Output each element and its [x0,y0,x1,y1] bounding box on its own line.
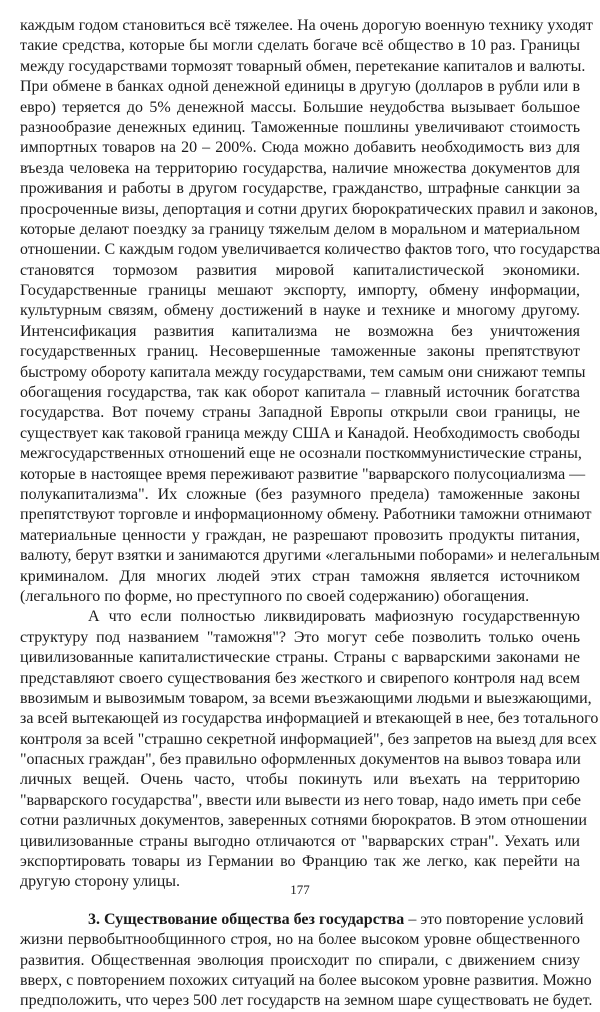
text-line: межгосударственных отношений еще не осознали посткоммунистические страны, [20,445,582,463]
text-line: каждым годом становиться всё тяжелее. На очень дорогую военную технику уходят [20,17,593,34]
text-line: материальные ценности у граждан, не разрешают провозить продукты питания, [20,526,580,544]
text-line: евро) теряется до 5% денежной массы. Большие неудобства вызывает большое [20,98,580,116]
text-line: предположить, что через 500 лет государств на земном шаре существовать не будет. [20,992,593,1010]
text-line: государства. Вот почему страны Западной Европы открыли свои границы, не [20,404,580,422]
section-heading: 3. Существование общества без государства [88,910,405,928]
section-heading-line [20,910,584,930]
text-line: "варварского государства", ввести или вывести из него товар, надо иметь при себе [20,791,581,809]
paragraph-2 [20,607,599,892]
text-line: импортных товаров на 20 – 200%. Сюда можно добавить необходимость виз для [20,139,580,157]
text-line: (легального по форме, но преступного по своей содержанию) обогащения. [20,587,530,605]
text-line: структуру под названием "таможня"? Это могут себе позволить только очень [20,628,580,646]
text-line: которые в настоящее время переживают развитие "варварского полусоциализма — [20,465,586,483]
page-number: 177 [290,882,310,897]
text-line: отношении. С каждым годом увеличивается количество фактов того, что государства [20,241,600,259]
text-line: ввозимым и вывозимым товаром, за всеми въезжающими людьми и выезжающими, [20,689,592,707]
text-line: вверх, с повторением похожих ситуаций на более высоком уровне развития. Можно [20,971,592,989]
text-line: за всей вытекающей из государства информацией и втекающей в нее, без тотального [20,710,599,728]
paragraph-3 [20,910,593,1012]
text-line: существует как таковой граница между США и Канадой. Необходимость свободы [20,424,580,442]
text-line: цивилизованные капиталистические страны. Страны с варварскими законами не [20,649,580,667]
text-line: проживания и работы в другом государстве, гражданство, штрафные санкции за [20,180,580,198]
text-line: личных вещей. Очень часто, чтобы покинуть или въехать на территорию [20,771,580,789]
text-line: представляют своего существования без жесткого и свирепого контроля над всем [20,669,580,687]
text-line: въезда человека на территорию государства, наличие множества документов для [20,159,580,177]
text-line: "опасных граждан", без правильно оформленных документов на вывоз товара или [20,751,581,769]
text-line: цивилизованные страны выгодно отличаются от "варварских стран". Уехать или [20,832,580,850]
text-line: При обмене в банках одной денежной единицы в другую (долларов в рубли или в [20,78,580,96]
text-line: полукапитализма". Их сложные (без разумного предела) таможенные законы [20,485,580,503]
text-line: культурным связям, обмену достижений в науке и технике и многому другому. [20,302,580,320]
text-line: становятся тормозом развития мировой капиталистической экономики. [20,261,580,279]
text-line: А что если полностью ликвидировать мафиозную государственную [88,608,580,626]
text-line: такие средства, которые бы могли сделать богаче всё общество в 10 раз. Границы [20,37,580,55]
text-line: просроченные визы, депортация и сотни других бюрократических правил и законов, [20,200,598,218]
text-line: обогащения государства, так как оборот капитала – главный источник богатства [20,384,580,402]
text-line: быстрому обороту капитала между государствами, тем самым они снижают темпы [20,363,586,381]
text-line: валюту, берут взятки и занимаются другими «легальными поборами» и нелегальным [20,547,600,565]
text-line: между государствами тормозят товарный обмен, перетекание капиталов и валюты. [20,57,586,75]
text-line: другую сторону улицы. [20,873,181,891]
text-line: разнообразие денежных единиц. Таможенные пошлины увеличивают стоимость [20,118,580,136]
text-line: Государственные границы мешают экспорту, импорту, обмену информации, [20,282,580,300]
paragraph-1 [20,16,600,607]
text-line: экспортировать товары из Германии во Францию так же легко, как перейти на [20,853,580,871]
document-page [20,16,600,1012]
text-line: контроля за всей "страшно секретной информацией", без запретов на выезд для всех [20,730,597,748]
text-line: препятствуют торговле и информационному обмену. Работники таможни отнимают [20,506,592,524]
text-line: которые делают поездку за границу тяжелым делом в моральном и материальном [20,220,580,238]
text-line: государственных границ. Несовершенные таможенные законы препятствуют [20,343,580,361]
heading-tail: – это повторение условий [404,910,584,928]
text-line: жизни первобытнообщинного строя, но на более высоком уровне общественного [20,931,580,949]
text-line: сотни различных документов, заверенных сотнями бюрократов. В этом отношении [20,812,587,830]
text-line: криминалом. Для многих людей этих стран таможня является источником [20,567,580,585]
text-line: развития. Общественная эволюция происходит по спирали, с движением снизу [20,951,580,969]
text-line: Интенсификация развития капитализма не возможна без уничтожения [20,322,580,340]
